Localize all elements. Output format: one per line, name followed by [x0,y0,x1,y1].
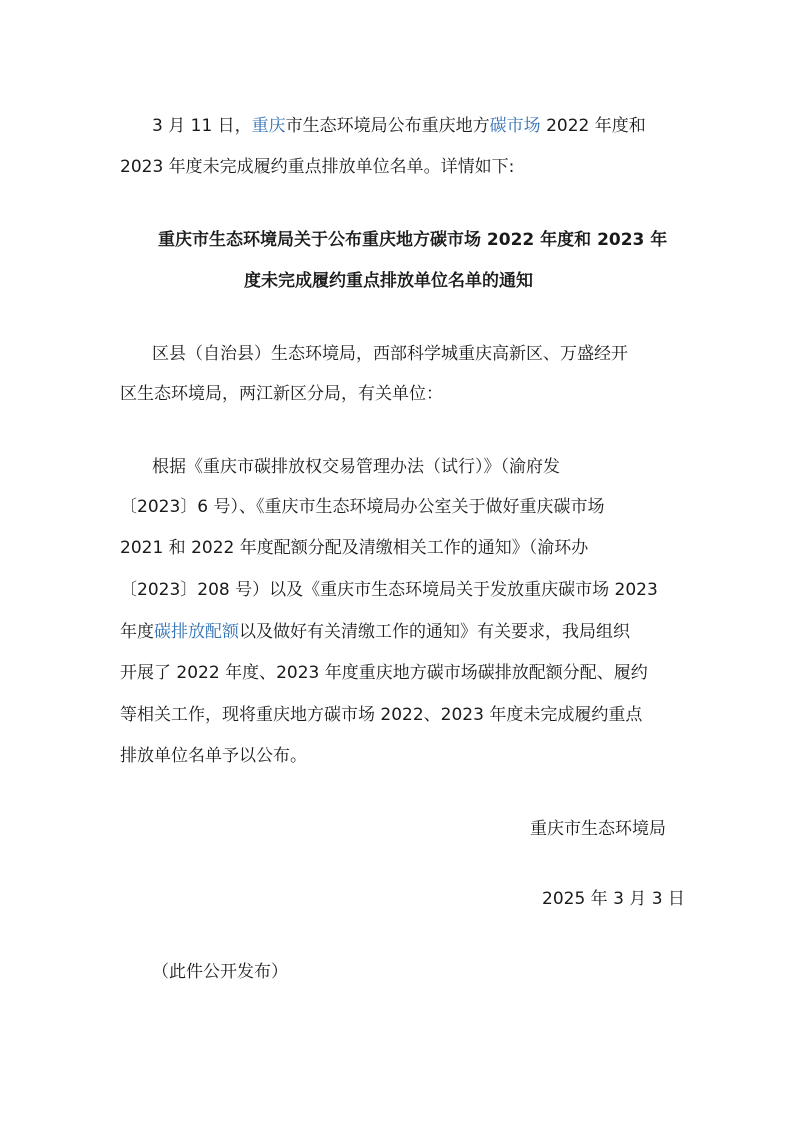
addressee-line-1: 区县（自治县）生态环境局，西部科学城重庆高新区、万盛经开 [152,344,628,364]
link-chongqing[interactable]: 重庆 [251,116,286,136]
body-line-7: 等相关工作，现将重庆地方碳市场 2022、2023 年度未完成履约重点 [120,705,643,725]
link-carbon-emission-allowance[interactable]: 碳排放配额 [154,622,239,642]
intro-date-text: 3 月 11 日， [152,116,252,136]
body-line-4: 〔2023〕208 号）以及《重庆市生态环境局关于发放重庆碳市场 2023 [120,580,658,600]
body-line-8: 排放单位名单予以公布。 [120,746,307,766]
signature-issuer: 重庆市生态环境局 [530,819,666,839]
intro-line-1 [152,114,646,138]
body-line-1: 根据《重庆市碳排放权交易管理办法（试行）》（渝府发 [152,457,560,477]
notice-title-line-1: 重庆市生态环境局关于公布重庆地方碳市场 2022 年度和 2023 年 [158,230,668,250]
body-line-5-suffix: 以及做好有关清缴工作的通知》有关要求，我局组织 [239,622,630,642]
public-release-note: （此件公开发布） [152,962,288,982]
intro-suffix-text: 2022 年度和 [540,116,646,136]
body-line-6: 开展了 2022 年度、2023 年度重庆地方碳市场碳排放配额分配、履约 [120,663,648,683]
body-line-3: 2021 和 2022 年度配额分配及清缴相关工作的通知》（渝环办 [120,538,589,558]
notice-title-line-2: 度未完成履约重点排放单位名单的通知 [244,271,533,291]
intro-middle-text: 市生态环境局公布重庆地方 [285,116,490,136]
signature-date: 2025 年 3 月 3 日 [542,889,685,909]
intro-line-2: 2023 年度未完成履约重点排放单位名单。详情如下: [120,157,515,177]
body-line-5 [120,620,630,644]
body-line-2: 〔2023〕6 号）、《重庆市生态环境局办公室关于做好重庆碳市场 [120,497,605,517]
addressee-line-2: 区生态环境局，两江新区分局，有关单位： [120,384,443,404]
link-carbon-market[interactable]: 碳市场 [489,116,541,136]
body-line-5-prefix: 年度 [120,622,154,642]
